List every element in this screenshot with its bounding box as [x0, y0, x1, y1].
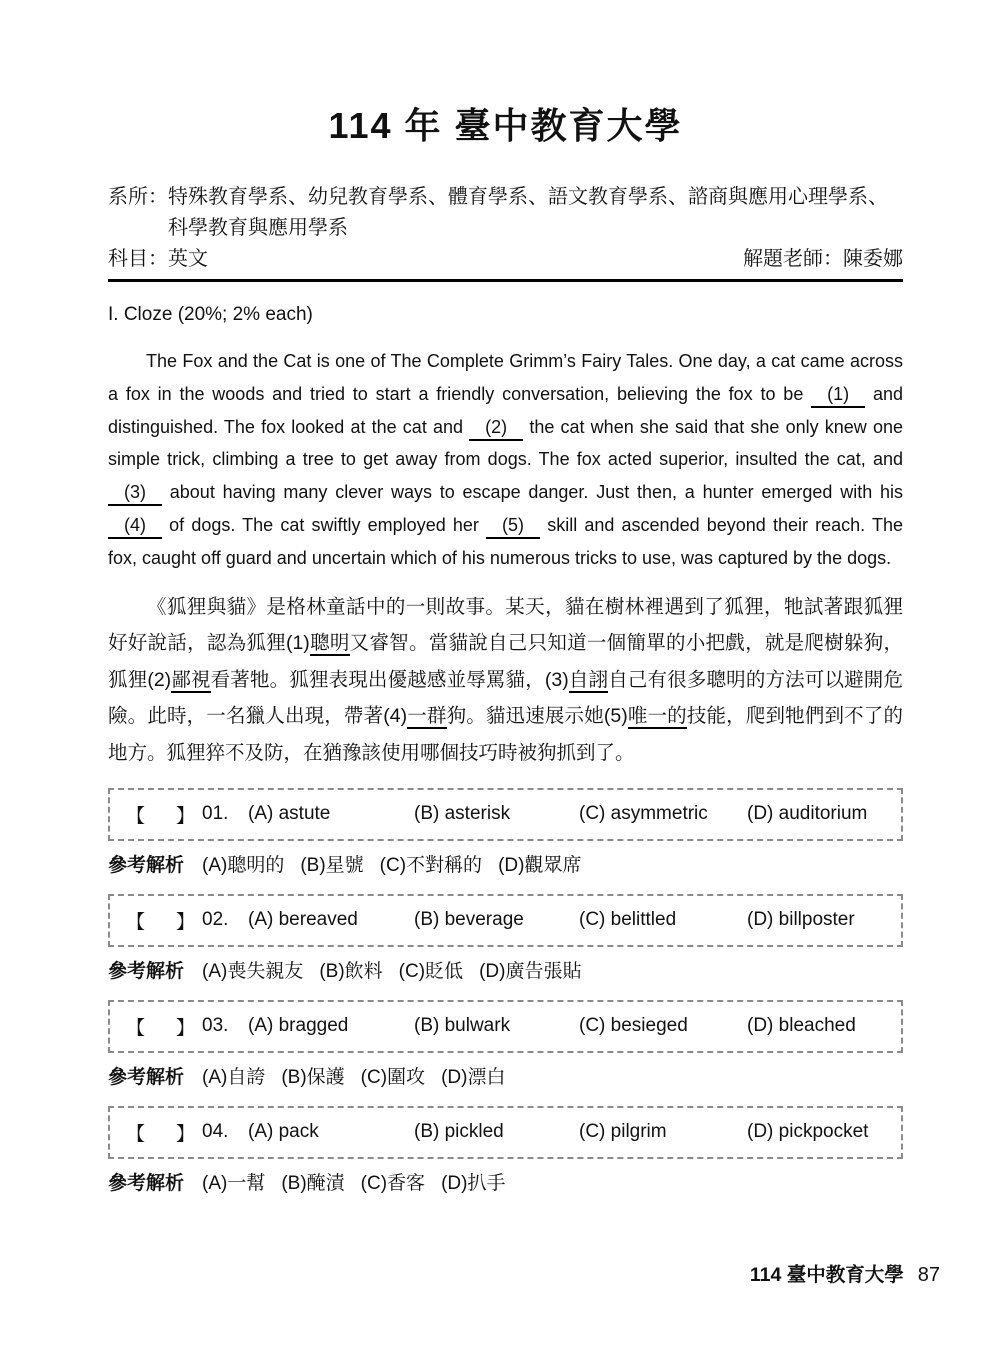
option-d: (D) bleached	[747, 1015, 856, 1037]
analysis-item-b: (B)醃漬	[281, 1172, 345, 1194]
section-heading: I. Cloze (20%; 2% each)	[108, 304, 313, 325]
text-segment: 自己有很多聰明的方法可以避開危險。此時，一名獵人出現，帶著(4)	[108, 668, 903, 728]
question-number: 04.	[202, 1121, 229, 1143]
analysis-label: 參考解析	[108, 1172, 185, 1194]
chinese-translation-passage	[108, 589, 903, 772]
analysis-label: 參考解析	[108, 1066, 185, 1088]
text-segment: The Fox and the Cat is one of The Complete Grimm’s Fairy Tales. One day, a cat came across a fox in the woods and tried to start a friendly conversation, believing the fox to be	[108, 351, 903, 404]
underlined-term: 自詡	[568, 668, 609, 691]
page-number: 87	[917, 1264, 940, 1286]
text-segment: the cat when she said that she only knew one simple trick, climbing a tree to get away from dogs. The fox acted superior, insulted the cat, and	[108, 416, 903, 470]
analysis-item-c: (C)不對稱的	[379, 854, 483, 876]
option-a: (A) bragged	[248, 1015, 349, 1037]
exam-meta	[108, 182, 903, 275]
cloze-blank: (3)	[108, 480, 162, 506]
option-d: (D) pickpocket	[747, 1121, 869, 1143]
text-segment: of dogs. The cat swiftly employed her	[162, 514, 487, 535]
option-c: (C) pilgrim	[579, 1121, 667, 1143]
option-c: (C) asymmetric	[579, 803, 708, 825]
text-segment: 《狐狸與貓》是格林童話中的一則故事。某天，貓在樹林裡遇到了狐狸，牠試著跟狐狸好好說話，認為狐狸(1)	[108, 595, 903, 655]
question-number: 03.	[202, 1015, 229, 1037]
underlined-term: 鄙視	[171, 668, 211, 691]
question-box-01	[108, 788, 903, 841]
option-a: (A) pack	[248, 1121, 319, 1143]
analysis-row-04	[108, 1172, 903, 1196]
analysis-item-b: (B)保護	[281, 1066, 345, 1088]
option-b: (B) bulwark	[414, 1015, 511, 1037]
department-line-2: 科學教育與應用學系	[168, 217, 348, 239]
analysis-item-c: (C)圍攻	[360, 1066, 426, 1088]
analysis-item-b: (B)飲料	[319, 960, 383, 982]
cloze-blank: (5)	[486, 513, 540, 539]
cloze-blank: (2)	[469, 415, 523, 441]
solver-label: 解題老師：陳委娜	[743, 248, 903, 270]
text-segment: 技能，爬到牠們到不了的地方。狐狸猝不及防，在猶豫該使用哪個技巧時被狗抓到了。	[108, 705, 903, 764]
option-a: (A) astute	[248, 803, 331, 825]
question-box-02	[108, 894, 903, 947]
text-segment: and distinguished. The fox looked at the cat and	[108, 383, 903, 437]
question-number: 02.	[202, 909, 229, 931]
department-row	[108, 182, 903, 244]
question-box-03	[108, 1000, 903, 1053]
underlined-term: 唯一的	[627, 705, 687, 728]
option-b: (B) asterisk	[414, 803, 511, 825]
analysis-item-d: (D)廣告張貼	[479, 960, 582, 982]
text-segment: 看著牠。狐狸表現出優越感並辱罵貓，(3)	[210, 668, 569, 691]
underlined-term: 聰明	[309, 632, 350, 655]
analysis-item-d: (D)扒手	[441, 1172, 506, 1194]
department-line-1: 特殊教育學系、幼兒教育學系、體育學系、語文教育學系、諮商與應用心理學系、	[168, 186, 888, 208]
analysis-row-02	[108, 960, 903, 984]
text-segment: about having many clever ways to escape danger. Just then, a hunter emerged with his	[162, 482, 903, 503]
analysis-item-c: (C)貶低	[398, 960, 464, 982]
analysis-item-c: (C)香客	[360, 1172, 426, 1194]
answer-bracket: 【 】	[126, 1017, 202, 1039]
option-d: (D) billposter	[747, 909, 855, 931]
analysis-item-a: (A)自誇	[202, 1066, 266, 1088]
subject-label: 科目：英文	[108, 248, 208, 270]
cloze-blank: (1)	[811, 382, 865, 408]
option-b: (B) pickled	[414, 1121, 504, 1143]
footer-exam-name: 114 臺中教育大學	[749, 1264, 904, 1286]
analysis-item-a: (A)一幫	[202, 1172, 266, 1194]
department-list	[168, 182, 888, 244]
text-segment: skill and ascended beyond their reach. The fox, caught off guard and uncertain which of his numerous tricks to use, was captured by the dogs.	[108, 514, 904, 568]
answer-bracket: 【 】	[126, 805, 202, 827]
analysis-item-d: (D)漂白	[441, 1066, 506, 1088]
english-passage	[108, 345, 903, 575]
answer-bracket: 【 】	[126, 911, 202, 933]
analysis-item-a: (A)喪失親友	[202, 960, 304, 982]
header-divider	[108, 279, 903, 282]
cloze-blank: (4)	[108, 513, 162, 539]
option-c: (C) belittled	[579, 909, 677, 931]
analysis-row-01	[108, 854, 903, 878]
analysis-item-d: (D)觀眾席	[498, 854, 582, 876]
analysis-row-03	[108, 1066, 903, 1090]
analysis-item-a: (A)聰明的	[202, 854, 285, 876]
text-segment: 狗。貓迅速展示她(5)	[446, 705, 628, 728]
department-label: 系所：	[108, 186, 168, 208]
answer-bracket: 【 】	[126, 1123, 202, 1145]
option-b: (B) beverage	[414, 909, 524, 931]
subject-row	[108, 244, 903, 275]
page-title: 114 年 臺中教育大學	[328, 105, 683, 146]
analysis-label: 參考解析	[108, 854, 185, 876]
analysis-label: 參考解析	[108, 960, 185, 982]
question-number: 01.	[202, 803, 229, 825]
question-box-04	[108, 1106, 903, 1159]
option-c: (C) besieged	[579, 1015, 688, 1037]
page-footer	[750, 1259, 940, 1287]
option-d: (D) auditorium	[747, 803, 868, 825]
underlined-term: 一群	[407, 705, 447, 728]
option-a: (A) bereaved	[248, 909, 358, 931]
analysis-item-b: (B)星號	[300, 854, 364, 876]
text-segment: 又睿智。當貓說自己只知道一個簡單的小把戲，就是爬樹躲狗，狐狸(2)	[108, 632, 903, 691]
